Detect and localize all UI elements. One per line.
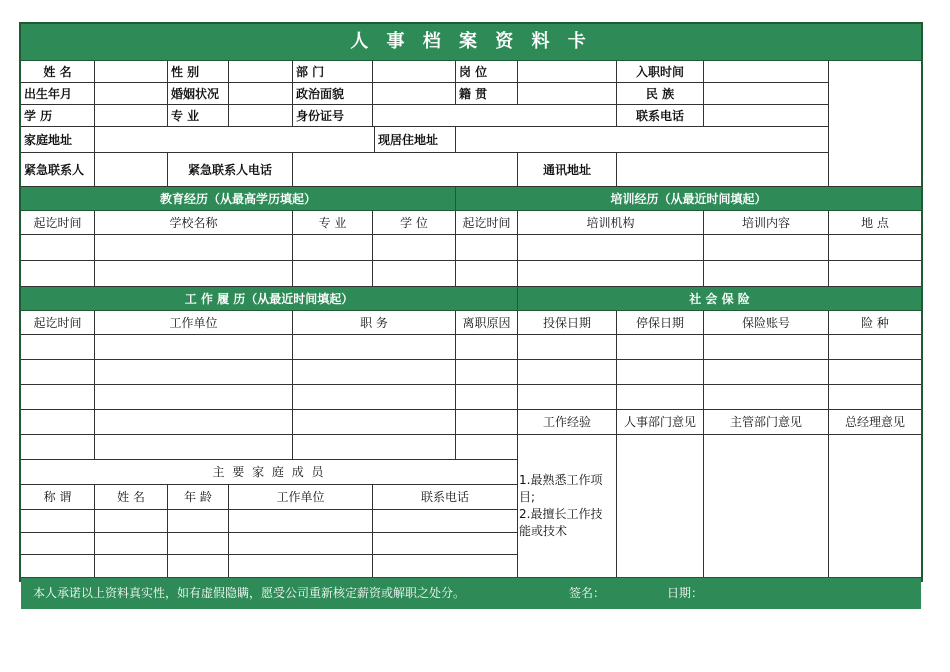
ins-col-stop: 停保日期 [617,311,704,335]
work-section-title: 工 作 履 历（从最近时间填起） [21,287,518,311]
table-cell[interactable] [95,533,168,555]
train-col-content: 培训内容 [704,211,829,235]
table-cell[interactable] [704,235,829,261]
family-col-employer: 工作单位 [229,485,373,510]
work-col-leave-reason: 离职原因 [456,311,518,335]
table-cell[interactable] [518,235,704,261]
table-cell[interactable] [21,261,95,287]
pledge-text: 本人承诺以上资料真实性，如有虚假隐瞒，愿受公司重新核定薪资或解职之处分。 [33,586,466,600]
opinion-col-experience: 工作经验 [518,410,617,435]
table-cell[interactable] [21,410,95,435]
table-cell[interactable] [617,360,704,385]
table-cell[interactable] [518,335,617,360]
hr-opinion-field[interactable] [617,435,704,577]
date-label: 日期： [667,586,704,600]
table-cell[interactable] [456,385,518,410]
train-col-institution: 培训机构 [518,211,704,235]
table-cell[interactable] [293,261,373,287]
table-cell[interactable] [21,335,95,360]
label-name: 姓 名 [21,61,95,83]
table-cell[interactable] [617,385,704,410]
table-cell[interactable] [293,335,456,360]
label-current-addr: 现居住地址 [375,127,456,153]
experience-note: 1.最熟悉工作项目; 2.最擅长工作技能或技术 [518,435,617,577]
table-cell[interactable] [21,385,95,410]
table-cell[interactable] [95,261,293,287]
family-col-relation: 称 谓 [21,485,95,510]
field-major[interactable] [229,105,293,127]
table-cell[interactable] [518,385,617,410]
label-birth: 出生年月 [21,83,95,105]
table-cell[interactable] [373,261,456,287]
label-emergency-phone: 紧急联系人电话 [168,153,293,187]
label-gender: 性 别 [168,61,229,83]
family-col-name: 姓 名 [95,485,168,510]
family-col-age: 年 龄 [168,485,229,510]
label-marital: 婚姻状况 [168,83,229,105]
opinion-col-gm: 总经理意见 [829,410,921,435]
table-cell[interactable] [21,555,95,577]
table-cell[interactable] [21,235,95,261]
label-entry-date: 入职时间 [617,61,704,83]
label-politics: 政治面貌 [293,83,373,105]
table-cell[interactable] [829,235,921,261]
table-cell[interactable] [168,510,229,533]
table-cell[interactable] [373,510,518,533]
label-major: 专 业 [168,105,229,127]
table-cell[interactable] [168,533,229,555]
label-emergency-contact: 紧急联系人 [21,153,95,187]
family-section-title: 主 要 家 庭 成 员 [21,460,518,485]
table-cell[interactable] [373,555,518,577]
field-education[interactable] [95,105,168,127]
edu-col-period: 起讫时间 [21,211,95,235]
table-cell[interactable] [704,385,829,410]
table-cell[interactable] [829,261,921,287]
family-col-phone: 联系电话 [373,485,518,510]
label-post: 岗 位 [456,61,518,83]
table-cell[interactable] [293,235,373,261]
table-cell[interactable] [704,335,829,360]
table-cell[interactable] [21,533,95,555]
table-cell[interactable] [293,360,456,385]
table-cell[interactable] [95,410,293,435]
table-cell[interactable] [229,510,373,533]
field-native[interactable] [518,83,617,105]
opinion-col-supervisor: 主管部门意见 [704,410,829,435]
table-cell[interactable] [456,435,518,460]
label-home-addr: 家庭地址 [21,127,95,153]
table-cell[interactable] [95,510,168,533]
field-post[interactable] [518,61,617,83]
gm-opinion-field[interactable] [829,435,921,577]
label-native: 籍 贯 [456,83,518,105]
table-cell[interactable] [456,235,518,261]
work-col-position: 职 务 [293,311,456,335]
personnel-record-card [19,22,923,600]
table-cell[interactable] [704,261,829,287]
table-cell[interactable] [95,360,293,385]
work-col-employer: 工作单位 [95,311,293,335]
table-cell[interactable] [95,555,168,577]
field-id-no[interactable] [373,105,617,127]
field-birth[interactable] [95,83,168,105]
field-dept[interactable] [373,61,456,83]
ins-col-account: 保险账号 [704,311,829,335]
field-name[interactable] [95,61,168,83]
label-education: 学 历 [21,105,95,127]
field-entry-date[interactable] [704,61,829,83]
ins-col-start: 投保日期 [518,311,617,335]
opinion-col-hr: 人事部门意见 [617,410,704,435]
train-col-location: 地 点 [829,211,921,235]
table-cell[interactable] [168,555,229,577]
edu-col-major: 专 业 [293,211,373,235]
work-col-period: 起讫时间 [21,311,95,335]
field-gender[interactable] [229,61,293,83]
table-cell[interactable] [518,360,617,385]
table-cell[interactable] [518,261,704,287]
edu-col-school: 学校名称 [95,211,293,235]
table-cell[interactable] [456,335,518,360]
label-mail-addr: 通讯地址 [518,153,617,187]
field-phone[interactable] [704,105,829,127]
table-cell[interactable] [21,360,95,385]
table-cell[interactable] [829,385,921,410]
label-ethnic: 民 族 [617,83,704,105]
table-cell[interactable] [293,435,456,460]
table-cell[interactable] [456,360,518,385]
table-cell[interactable] [456,261,518,287]
field-ethnic[interactable] [704,83,829,105]
training-section-title: 培训经历（从最近时间填起） [456,187,921,211]
table-cell[interactable] [704,360,829,385]
train-col-period: 起讫时间 [456,211,518,235]
supervisor-opinion-field[interactable] [704,435,829,577]
label-dept: 部 门 [293,61,373,83]
field-emergency-phone[interactable] [293,153,518,187]
table-cell[interactable] [95,435,293,460]
field-marital[interactable] [229,83,293,105]
table-cell[interactable] [293,410,456,435]
ins-col-type: 险 种 [829,311,921,335]
table-cell[interactable] [229,555,373,577]
label-id-no: 身份证号 [293,105,373,127]
field-emergency-contact[interactable] [95,153,168,187]
table-cell[interactable] [21,435,95,460]
table-cell[interactable] [95,335,293,360]
education-section-title: 教育经历（从最高学历填起） [21,187,456,211]
photo-area[interactable] [829,61,921,187]
table-cell[interactable] [373,533,518,555]
table-cell[interactable] [617,335,704,360]
field-politics[interactable] [373,83,456,105]
table-cell[interactable] [229,533,373,555]
table-cell[interactable] [293,385,456,410]
label-phone: 联系电话 [617,105,704,127]
table-cell[interactable] [95,235,293,261]
table-cell[interactable] [829,335,921,360]
table-cell[interactable] [456,410,518,435]
table-cell[interactable] [95,385,293,410]
insurance-section-title: 社 会 保 险 [518,287,921,311]
edu-col-degree: 学 位 [373,211,456,235]
table-cell[interactable] [373,235,456,261]
field-current-addr[interactable] [456,127,829,153]
signature-label: 签名： [569,586,606,600]
field-home-addr[interactable] [95,127,375,153]
table-cell[interactable] [21,510,95,533]
field-mail-addr[interactable] [617,153,829,187]
page-title: 人 事 档 案 资 料 卡 [21,24,921,61]
table-cell[interactable] [829,360,921,385]
